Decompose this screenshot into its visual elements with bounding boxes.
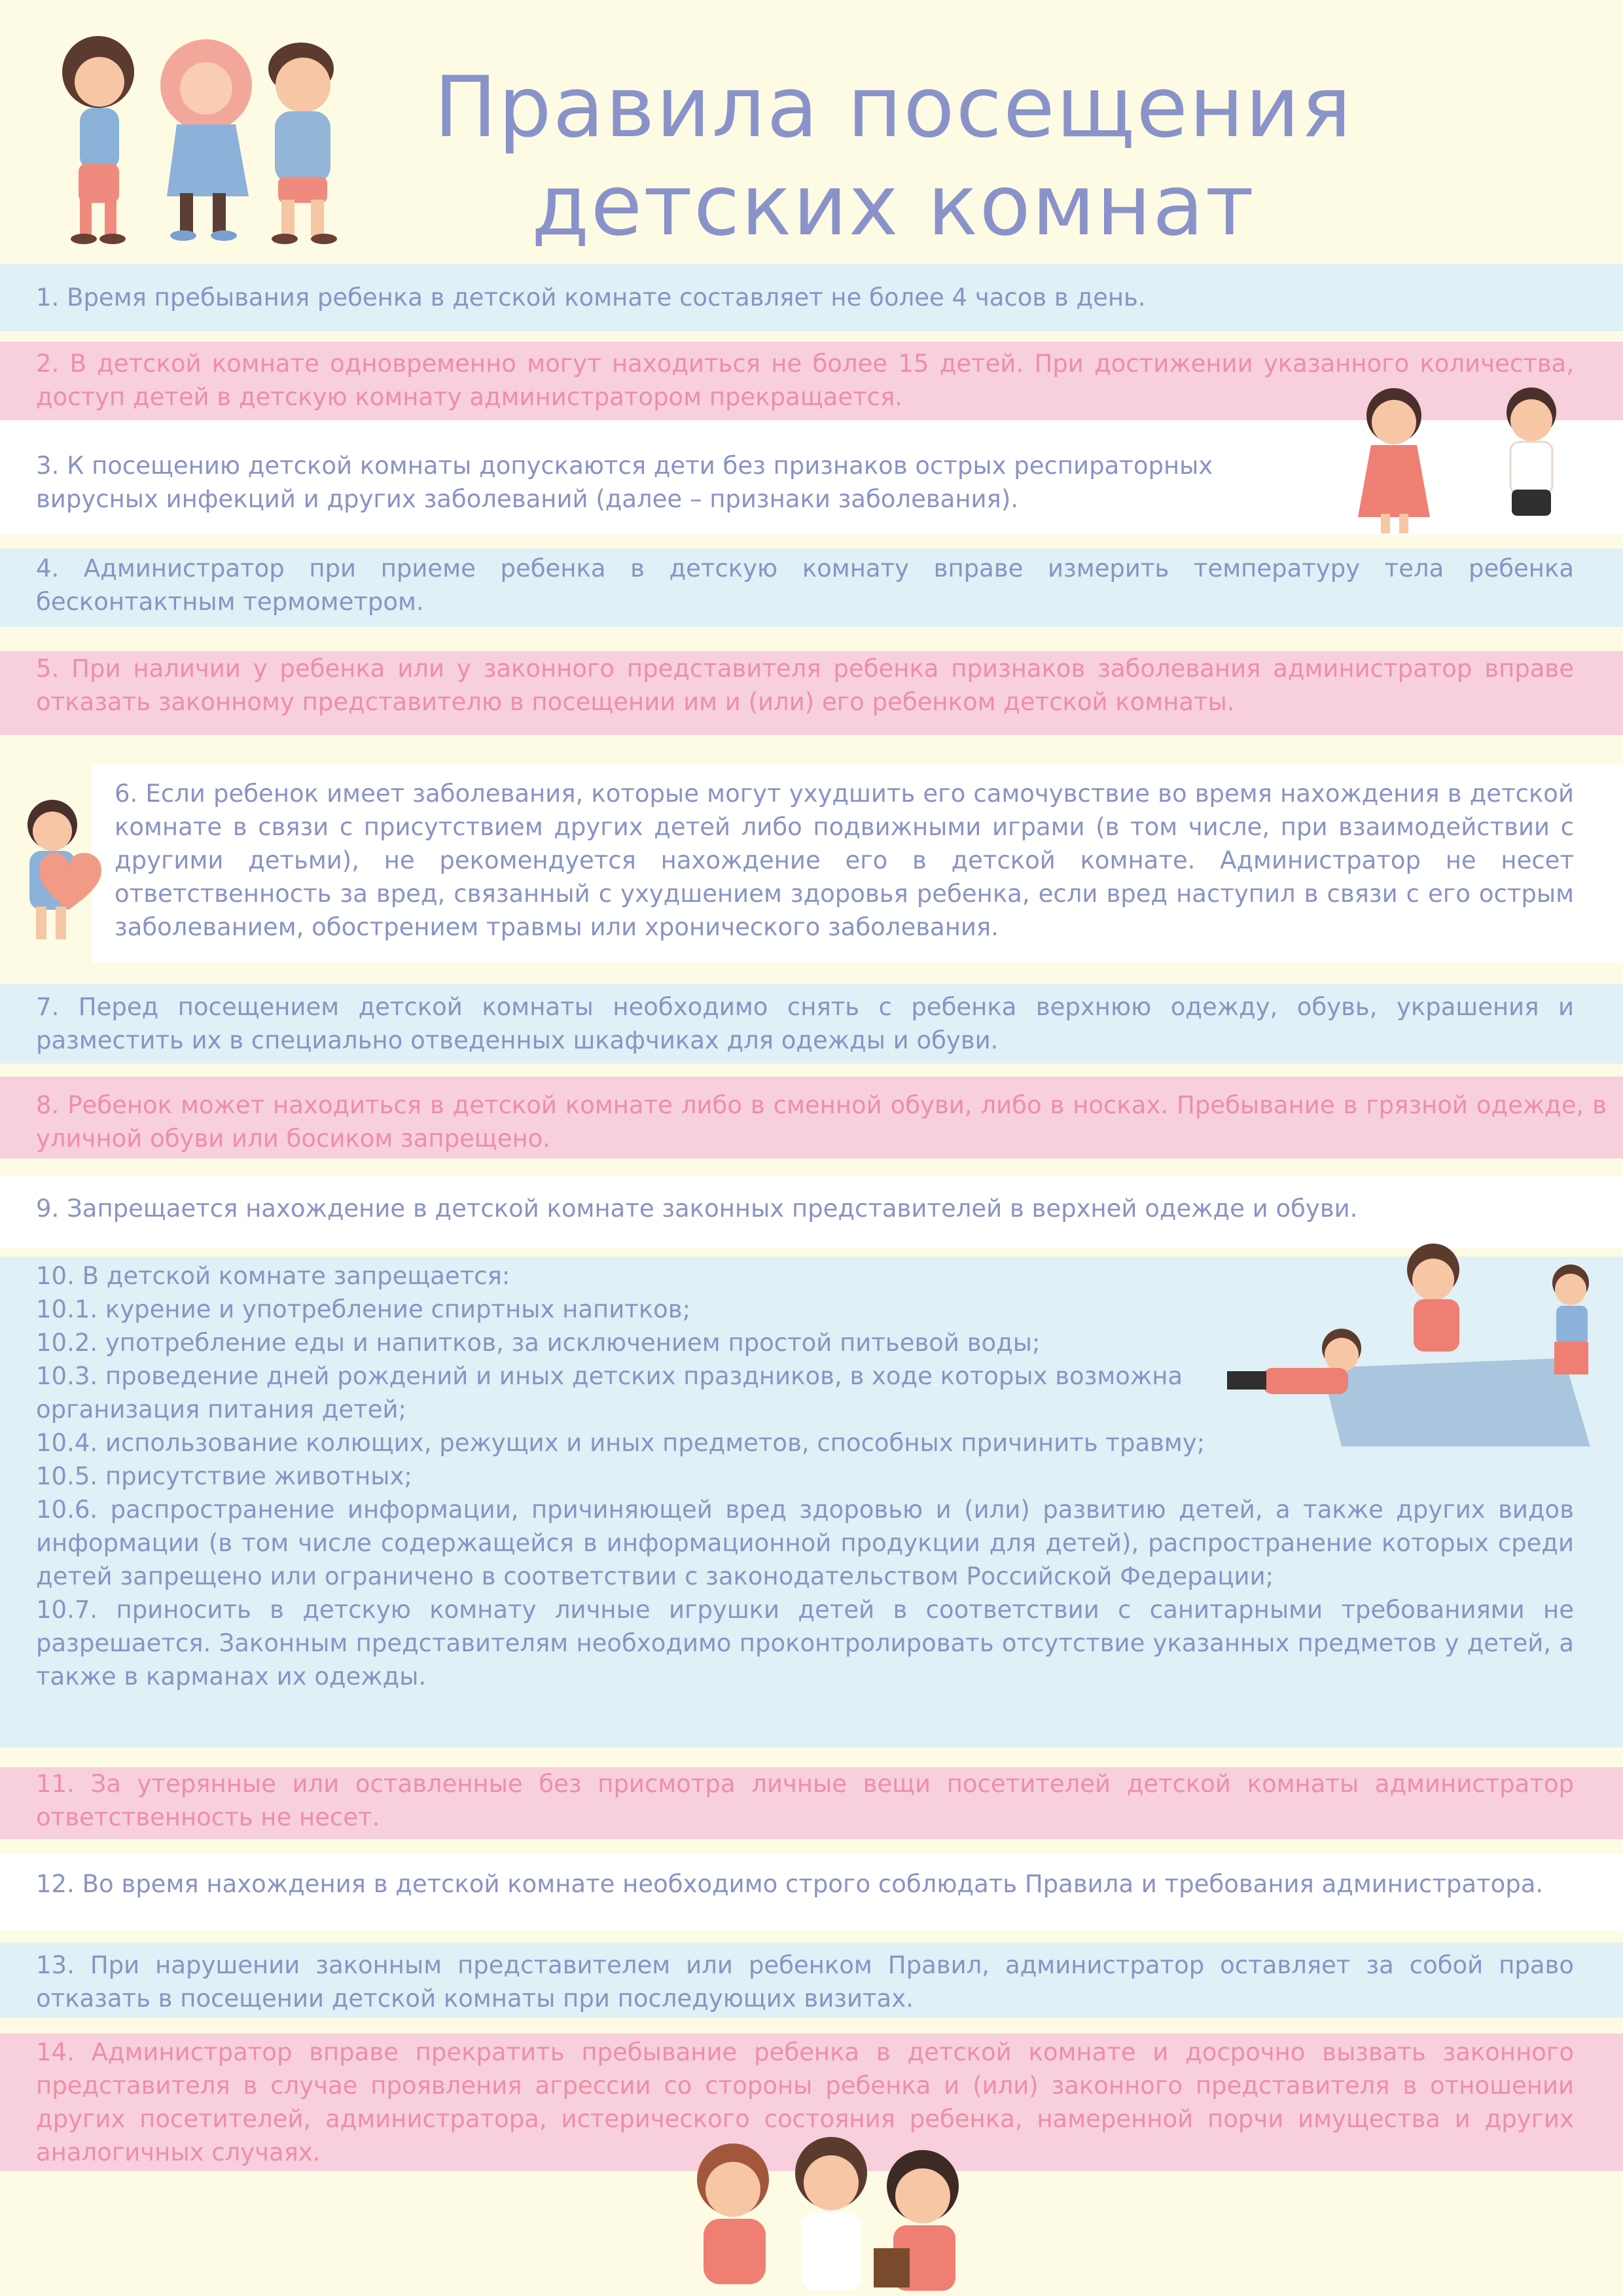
- rule-6-text: 6. Если ребенок имеет заболевания, которые могут ухудшить его самочувствие во время нахождения в детской комнате в связи с присутствием других детей либо подвижными играми (в том числе, при взаимодействии с другими детьми), не рекомендуется нахождение его в детской комнате. Администратор не несет ответственность за вред, связанный с ухудшением здоровья ребенка, если вред наступил в связи с его острым заболеванием, обострением травмы или хронического заболевания.: [115, 780, 1574, 941]
- two-kids-waving-illustration: [1335, 380, 1597, 537]
- rule-2-text: 2. В детской комнате одновременно могут находиться не более 15 детей. При достижении указанного количества, доступ детей в детскую комнату администратором прекращается.: [36, 350, 1574, 411]
- rule-3-text: 3. К посещению детской комнаты допускаются дети без признаков острых респираторных вирусных инфекций и других заболеваний (далее – признаки заболевания).: [36, 452, 1213, 513]
- title-line-2: детских комнат: [531, 157, 1255, 255]
- kids-drawing-illustration: [1224, 1237, 1616, 1453]
- rule-10-intro: 10. В детской комнате запрещается:: [36, 1262, 510, 1290]
- rule-1-text: 1. Время пребывания ребенка в детской комнате составляет не более 4 часов в день.: [36, 283, 1146, 312]
- rule-8-text: 8. Ребенок может находиться в детской комнате либо в сменной обуви, либо в носках. Пребывание в грязной одежде, в уличной обуви или босиком запрещено.: [36, 1091, 1607, 1153]
- girl-with-heart-illustration: [3, 795, 115, 952]
- rule-14-text: 14. Администратор вправе прекратить пребывание ребенка в детской комнате и досрочно вызвать законного представителя в случае проявления агрессии со стороны ребенка и (или) законного представителя в отношении других посетителей, администратора, истерического состояния ребенка, намеренной порчи имущества и других аналогичных случаях.: [36, 2038, 1574, 2166]
- rule-9-text: 9. Запрещается нахождение в детской комнате законных представителей в верхней одежде и обуви.: [36, 1194, 1358, 1223]
- title-line-1: Правила посещения: [434, 59, 1353, 156]
- kids-playing-illustration: [641, 2134, 1008, 2296]
- rule-10-item-5: 10.5. присутствие животных;: [36, 1462, 412, 1490]
- rule-10-item-2: 10.2. употребление еды и напитков, за исключением простой питьевой воды;: [36, 1329, 1041, 1357]
- rule-10-item-1: 10.1. курение и употребление спиртных напитков;: [36, 1295, 691, 1323]
- rule-10-item-6: 10.6. распространение информации, причиняющей вред здоровью и (или) развитию детей, а также других видов информации (в том числе содержащейся в информационной продукции для детей), распространение которых среди детей запрещено или ограничено в соответствии с законодательством Российской Федерации;: [36, 1496, 1574, 1590]
- rule-7-text: 7. Перед посещением детской комнаты необходимо снять с ребенка верхнюю одежду, обувь, украшения и разместить их в специально отведенных шкафчиках для одежды и обуви.: [36, 993, 1574, 1054]
- rule-13-text: 13. При нарушении законным представителем или ребенком Правил, администратор оставляет за собой право отказать в посещении детской комнаты при последующих визитах.: [36, 1951, 1574, 2013]
- three-kids-illustration: [52, 33, 366, 255]
- rule-10-item-4: 10.4. использование колющих, режущих и иных предметов, способных причинить травму;: [36, 1429, 1205, 1457]
- rule-11-text: 11. За утерянные или оставленные без присмотра личные вещи посетителей детской комнаты администратор ответственность не несет.: [36, 1770, 1574, 1831]
- rule-5-text: 5. При наличии у ребенка или у законного представителя ребенка признаков заболевания администратор вправе отказать законному представителю в посещении им и (или) его ребенком детской комнаты.: [36, 655, 1574, 716]
- rule-10-item-3: 10.3. проведение дней рождений и иных детских праздников, в ходе которых возможна организация питания детей;: [36, 1362, 1183, 1424]
- rule-4-text: 4. Администратор при приеме ребенка в детскую комнату вправе измерить температуру тела ребенка бесконтактным термометром.: [36, 554, 1574, 616]
- rule-10-item-7: 10.7. приносить в детскую комнату личные игрушки детей в соответствии с санитарными требованиями не разрешается. Законным представителям необходимо проконтролировать отсутствие указанных предметов у детей, а также в карманах их одежды.: [36, 1596, 1574, 1691]
- rule-12-text: 12. Во время нахождения в детской комнате необходимо строго соблюдать Правила и требования администратора.: [36, 1870, 1544, 1898]
- page-title: [393, 59, 1394, 255]
